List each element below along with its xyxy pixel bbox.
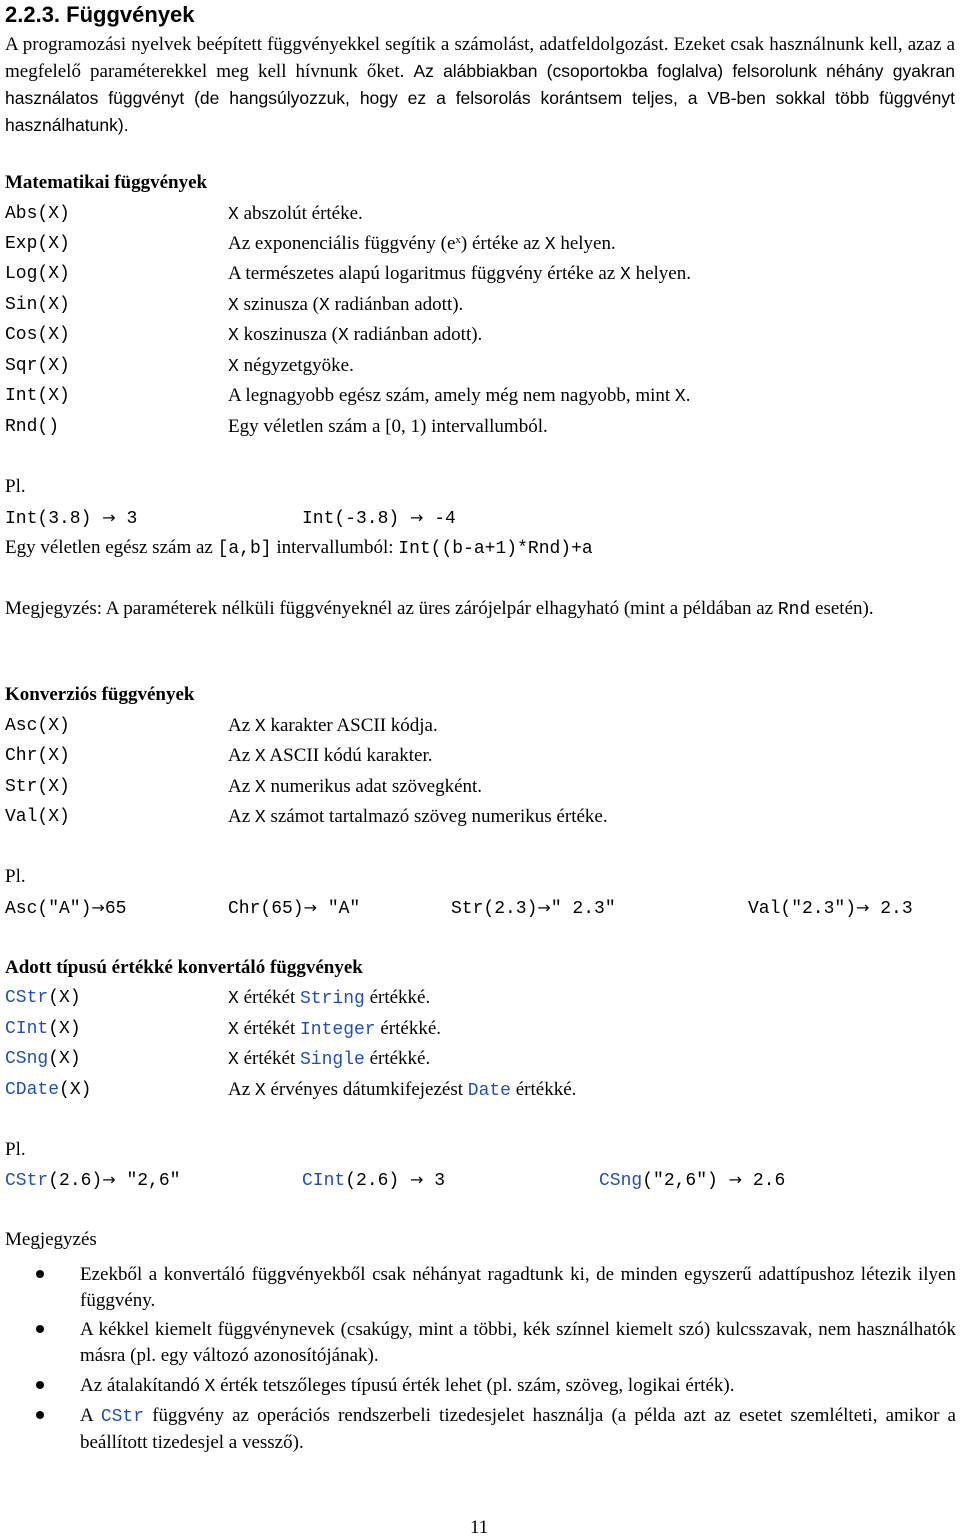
func-log-desc: A természetes alapú logaritmus függvény értéke az X helyen. xyxy=(228,263,691,285)
func-cdate: CDate(X) xyxy=(5,1080,92,1100)
func-sqr: Sqr(X) xyxy=(5,356,70,376)
func-cstr-desc: X értékét String értékké. xyxy=(228,987,431,1009)
func-log: Log(X) xyxy=(5,264,70,284)
typed-heading: Adott típusú értékké konvertáló függvények xyxy=(5,957,363,978)
func-chr-desc: Az X ASCII kódú karakter. xyxy=(228,745,433,767)
math-heading: Matematikai függvények xyxy=(5,172,208,193)
func-cstr: CStr(X) xyxy=(5,988,81,1008)
func-int-desc: A legnagyobb egész szám, amely még nem nagyobb, mint X. xyxy=(228,385,691,407)
intro-paragraph xyxy=(5,32,955,139)
func-str: Str(X) xyxy=(5,777,70,797)
func-cdate-desc: Az X érvényes dátumkifejezést Date értékké. xyxy=(228,1079,577,1101)
func-cos: Cos(X) xyxy=(5,325,70,345)
note-item-3: Az átalakítandó X érték tetszőleges típusú érték lehet (pl. szám, szöveg, logikai érték). xyxy=(80,1375,735,1397)
typed-example-cstr: CStr(2.6)→ "2,6" xyxy=(5,1170,181,1191)
conv-example-str: Str(2.3)→" 2.3" xyxy=(451,898,616,919)
func-cos-desc: X koszinusza (X radiánban adott). xyxy=(228,324,483,346)
func-asc: Asc(X) xyxy=(5,716,70,736)
note-item-1: Ezekből a konvertáló függvényekből csak néhányat ragadtunk ki, de minden egyszerű adattípushoz létezik ilyen függvény. xyxy=(80,1264,956,1311)
func-sin-desc: X szinusza (X radiánban adott). xyxy=(228,294,464,316)
conv-heading: Konverziós függvények xyxy=(5,684,195,705)
bullet-icon xyxy=(36,1317,50,1333)
bullet-icon xyxy=(36,1262,50,1278)
notes-heading: Megjegyzés xyxy=(5,1229,97,1250)
func-rnd: Rnd() xyxy=(5,417,60,437)
intro-sans-text: Az alábbiakban (csoportokba foglalva) felsorolunk néhány gyakran használatos függvényt (de hangsúlyozzuk, hogy ez a felsorolás korántsem teljes, a VB-ben sokkal több függvényt használhatunk). xyxy=(5,61,955,135)
intro-text: A programozási nyelvek beépített függvényekkel segítik a számolást, adatfeldolgozást. Ezeket csak használnunk kell, azaz a megfelelő paraméterekkel meg kell hívnunk őket. xyxy=(5,34,955,82)
arrow-icon: → xyxy=(102,508,116,527)
func-val: Val(X) xyxy=(5,807,70,827)
conv-example-val: Val("2.3")→ 2.3 xyxy=(748,898,913,919)
bullet-icon xyxy=(36,1373,50,1389)
func-abs: Abs(X) xyxy=(5,204,70,224)
arrow-icon: → xyxy=(102,1170,116,1189)
arrow-icon: → xyxy=(537,898,551,917)
arrow-icon: → xyxy=(91,898,105,917)
math-example-label: Pl. xyxy=(5,476,26,497)
arrow-icon: → xyxy=(728,1170,743,1189)
func-str-desc: Az X numerikus adat szövegként. xyxy=(228,776,483,798)
func-asc-desc: Az X karakter ASCII kódja. xyxy=(228,715,438,737)
typed-example-csng: CSng("2,6") → 2.6 xyxy=(599,1170,786,1191)
random-integer-line: Egy véletlen egész szám az [a,b] intervallumból: Int((b-a+1)*Rnd)+a xyxy=(5,537,593,559)
arrow-icon: → xyxy=(856,898,870,917)
typed-example-cint: CInt(2.6) → 3 xyxy=(302,1170,446,1191)
typed-example-label: Pl. xyxy=(5,1139,26,1160)
note-item-2: A kékkel kiemelt függvénynevek (csakúgy, mint a többi, kék színnel kiemelt szó) kulcsszavak, nem használhatók másra (pl. egy változó azonosítójának). xyxy=(80,1319,956,1366)
math-example-1: Int(3.8) → 3 xyxy=(5,508,138,529)
func-rnd-desc: Egy véletlen szám a [0, 1) intervallumból. xyxy=(228,416,548,437)
func-sin: Sin(X) xyxy=(5,295,70,315)
func-sqr-desc: X négyzetgyöke. xyxy=(228,355,354,377)
note-item-4: A CStr függvény az operációs rendszerbeli tizedesjelet használja (a példa azt az esetet szemlélteti, amikor a beállított tizedesjel a vessző). xyxy=(80,1405,956,1453)
conv-example-chr: Chr(65)→ "A" xyxy=(228,898,361,919)
func-val-desc: Az X számot tartalmazó szöveg numerikus értéke. xyxy=(228,806,608,828)
func-exp-desc: Az exponenciális függvény $(e^x)$ értéke az X helyen. xyxy=(228,233,616,255)
conv-example-label: Pl. xyxy=(5,866,26,887)
func-cint-desc: X értékét Integer értékké. xyxy=(228,1018,442,1040)
func-int: Int(X) xyxy=(5,386,70,406)
func-chr: Chr(X) xyxy=(5,746,70,766)
page-number: 11 xyxy=(470,1517,489,1538)
arrow-icon: → xyxy=(410,508,424,527)
arrow-icon: → xyxy=(303,898,318,917)
math-note: Megjegyzés: A paraméterek nélküli függvényeknél az üres zárójelpár elhagyható (mint a példában az Rnd esetén). xyxy=(5,598,874,620)
section-title: 2.2.3. Függvények xyxy=(5,2,195,27)
bullet-icon xyxy=(36,1403,50,1419)
arrow-icon: → xyxy=(410,1170,424,1189)
func-csng-desc: X értékét Single értékké. xyxy=(228,1048,431,1070)
func-exp: Exp(X) xyxy=(5,234,70,254)
func-csng: CSng(X) xyxy=(5,1049,81,1069)
math-example-2: Int(-3.8) → -4 xyxy=(302,508,456,529)
conv-example-asc: Asc("A")→65 xyxy=(5,898,127,919)
func-cint: CInt(X) xyxy=(5,1019,81,1039)
func-abs-desc: X abszolút értéke. xyxy=(228,203,363,225)
